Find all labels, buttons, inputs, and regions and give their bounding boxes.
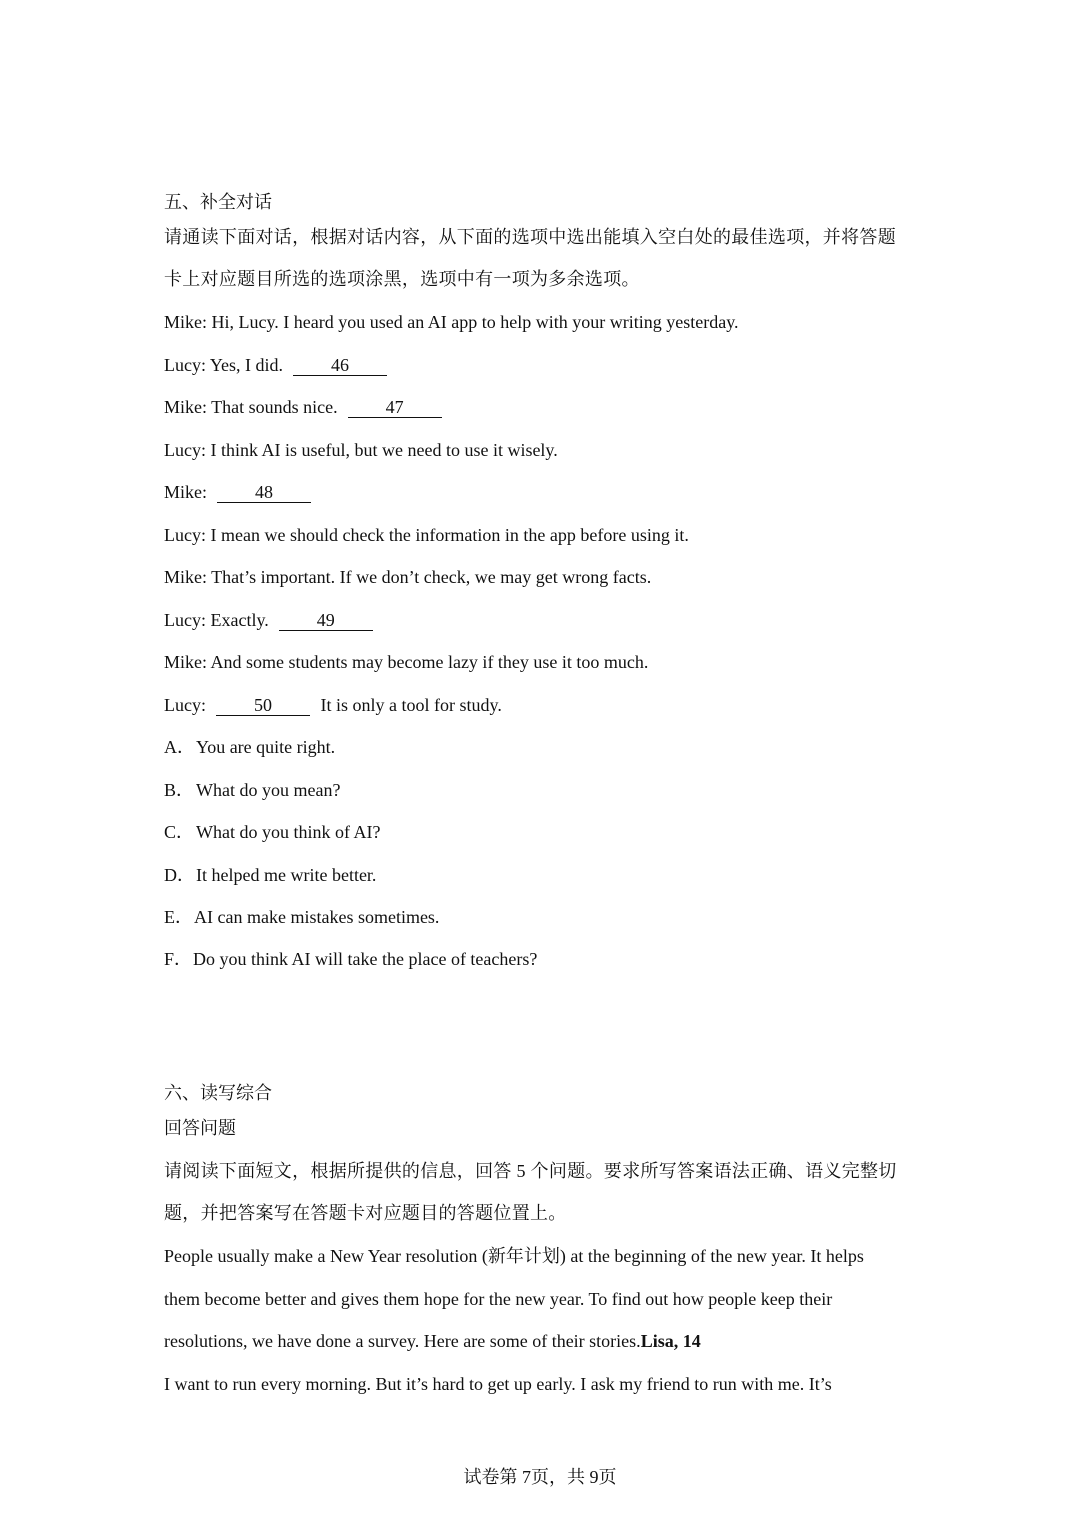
dialogue-text: Mike: That sounds nice.	[164, 397, 338, 417]
dialogue-text: Lucy:	[164, 695, 206, 715]
option-letter: E．	[164, 907, 193, 927]
dialogue-text: Lucy: Exactly.	[164, 610, 269, 630]
dialogue-line-8	[164, 608, 924, 632]
dialogue-text-after: It is only a tool for study.	[320, 695, 502, 715]
dialogue-line-5	[164, 480, 924, 504]
dialogue-text: Mike: And some students may become lazy if they use it too much.	[164, 652, 649, 672]
option-text: You are quite right.	[196, 737, 336, 757]
answer-blank-47: 47	[348, 397, 442, 418]
option-text: It helped me write better.	[196, 865, 377, 885]
option-letter: B．	[164, 780, 195, 800]
dialogue-text: Mike: Hi, Lucy. I heard you used an AI app to help with your writing yesterday.	[164, 312, 739, 332]
option-text: What do you mean?	[196, 780, 341, 800]
option-f	[164, 947, 924, 971]
dialogue-line-3	[164, 395, 924, 419]
passage-text: resolutions, we have done a survey. Here are some of their stories.	[164, 1331, 641, 1351]
story-author: Lisa, 14	[640, 1331, 701, 1351]
option-letter: A．	[164, 737, 195, 757]
dialogue-line-7	[164, 565, 924, 589]
dialogue-text: Lucy: Yes, I did.	[164, 355, 284, 375]
dialogue-text: Lucy: I mean we should check the information in the app before using it.	[164, 525, 689, 545]
dialogue-line-2	[164, 353, 924, 377]
answer-blank-46: 46	[293, 355, 387, 376]
section5-instruction-line1: 请通读下面对话，根据对话内容，从下面的选项中选出能填入空白处的最佳选项，并将答题	[164, 227, 896, 247]
option-letter: C．	[164, 822, 195, 842]
option-text: AI can make mistakes sometimes.	[194, 907, 440, 927]
passage-line-2: them become better and gives them hope for the new year. To find out how people keep their	[164, 1289, 833, 1309]
option-letter: D．	[164, 865, 195, 885]
dialogue-line-10	[164, 693, 924, 717]
section6-subtitle: 回答问题	[164, 1118, 236, 1138]
passage-line-4: I want to run every morning. But it’s hard to get up early. I ask my friend to run with me. It’s	[164, 1374, 832, 1394]
option-b	[164, 778, 924, 802]
answer-blank-50: 50	[216, 695, 310, 716]
dialogue-line-1	[164, 310, 924, 334]
passage-line-3	[164, 1329, 924, 1353]
dialogue-line-6	[164, 523, 924, 547]
option-a	[164, 735, 924, 759]
option-text: What do you think of AI?	[196, 822, 381, 842]
dialogue-text: Lucy: I think AI is useful, but we need to use it wisely.	[164, 440, 558, 460]
section6-title: 六、读写综合	[164, 1083, 272, 1103]
answer-blank-49: 49	[279, 610, 373, 631]
option-text: Do you think AI will take the place of teachers?	[193, 949, 538, 969]
option-letter: F．	[164, 949, 193, 969]
dialogue-text: Mike: That’s important. If we don’t check, we may get wrong facts.	[164, 567, 652, 587]
section5-title: 五、补全对话	[164, 192, 272, 212]
dialogue-line-4	[164, 438, 924, 462]
section5-instruction-line2: 卡上对应题目所选的选项涂黑，选项中有一项为多余选项。	[164, 269, 640, 289]
passage-line-1: People usually make a New Year resolution (新年计划) at the beginning of the new year. It helps	[164, 1246, 864, 1266]
option-e	[164, 905, 924, 929]
section6-instruction-line1: 请阅读下面短文，根据所提供的信息，回答 5 个问题。要求所写答案语法正确、语义完整切	[164, 1161, 897, 1181]
option-d	[164, 863, 924, 887]
section6-instruction-line2: 题，并把答案写在答题卡对应题目的答题位置上。	[164, 1203, 567, 1223]
option-c	[164, 820, 924, 844]
dialogue-line-9	[164, 650, 924, 674]
answer-blank-48: 48	[217, 482, 311, 503]
page-footer: 试卷第 7页，共 9页	[463, 1467, 617, 1487]
dialogue-text: Mike:	[164, 482, 207, 502]
